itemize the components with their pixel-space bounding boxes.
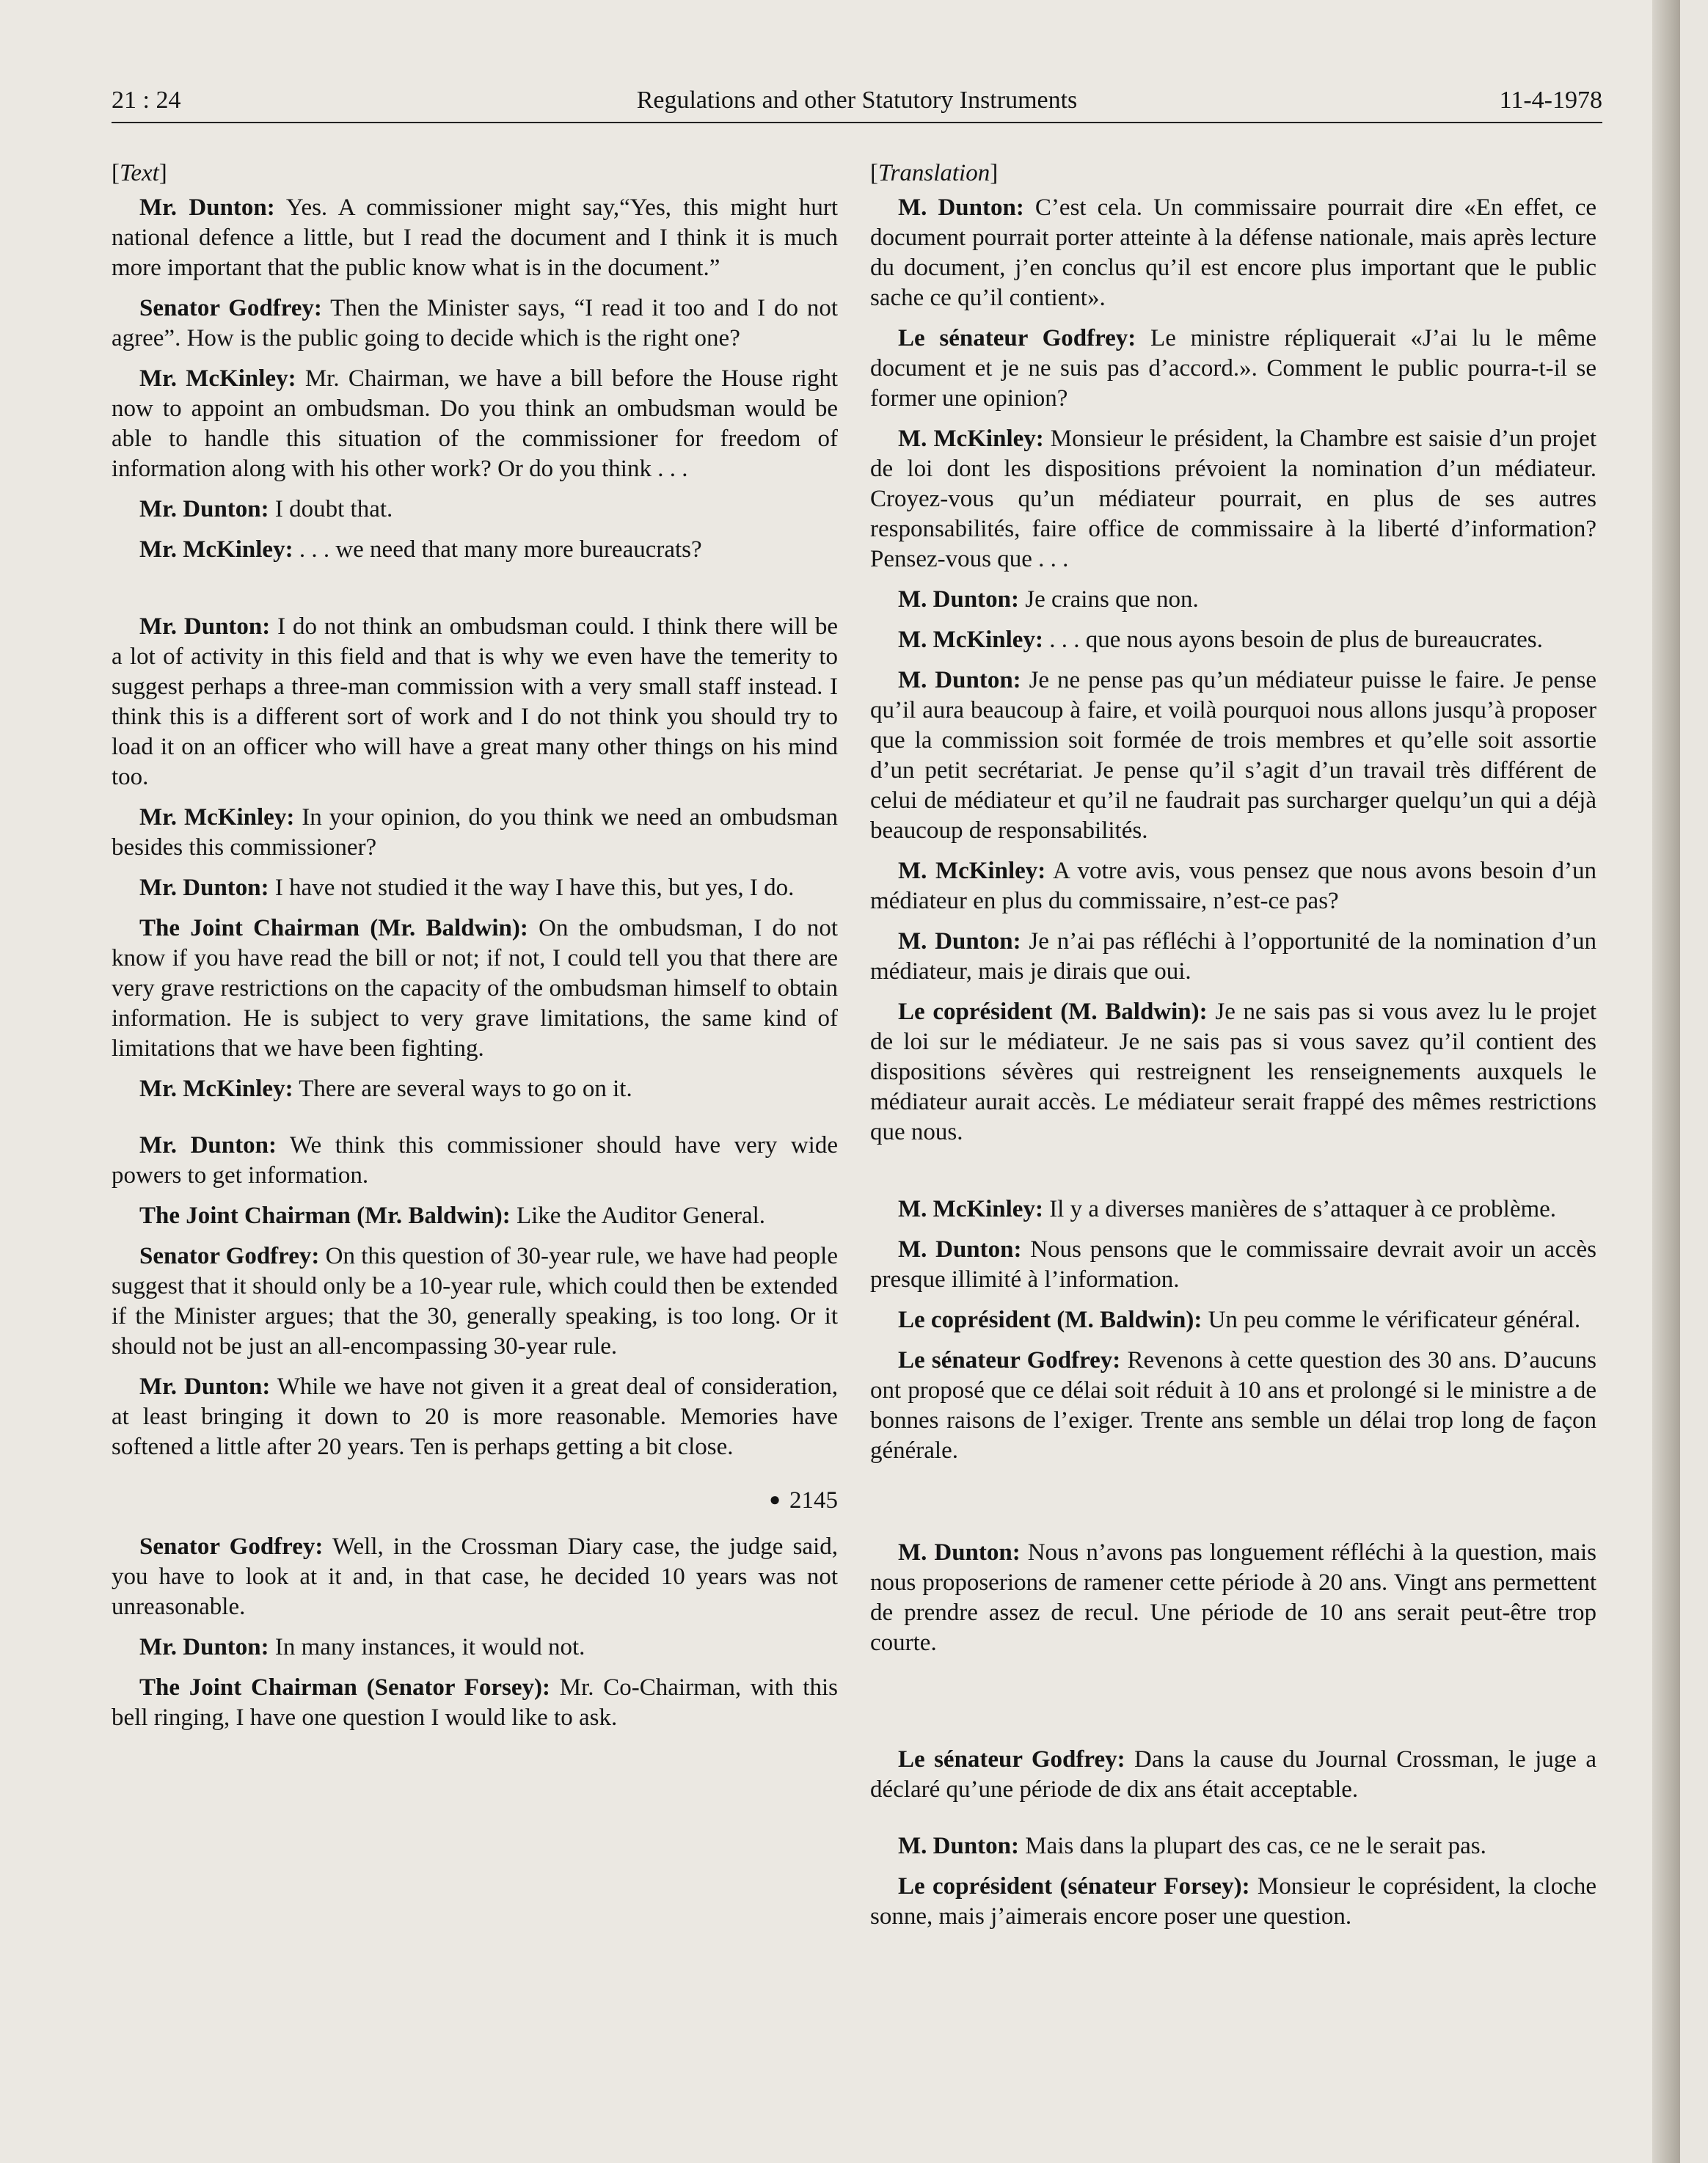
speech: . . . we need that many more bureaucrats? [293, 536, 702, 563]
speech: In your opinion, do you think we need an ombudsman besides this commissioner? [112, 804, 838, 861]
speech: Le ministre répliquerait «J’ai lu le même document et je ne suis pas d’accord.». Comment le public pourra-t-il se former une opinion? [870, 325, 1596, 412]
header-rule [112, 122, 1602, 123]
speech-paragraph [870, 1538, 1596, 1658]
speech-paragraph [112, 1633, 838, 1663]
speech-paragraph [112, 1131, 838, 1191]
speech: In many instances, it would not. [269, 1634, 585, 1660]
speaker: M. Dunton: [898, 586, 1020, 613]
speech: Like the Auditor General. [510, 1203, 766, 1229]
speaker: Senator Godfrey: [139, 1243, 320, 1269]
french-column [870, 158, 1596, 1942]
speech-paragraph [870, 856, 1596, 916]
speaker: M. Dunton: [898, 194, 1024, 221]
speech-paragraph [870, 1745, 1596, 1805]
text-tag: [Text] [112, 160, 167, 186]
speech-paragraph [112, 1532, 838, 1622]
speaker: Mr. Dunton: [139, 1132, 277, 1159]
speaker: M. Dunton: [898, 1236, 1022, 1263]
speech: On the ombudsman, I do not know if you have read the bill or not; if not, I could tell you that there are very grave restrictions on the capacity of the ombudsman himself to obtain information. He is subject to very grave limitations, the same kind of limitations that we have been fighting. [112, 915, 838, 1062]
running-title: Regulations and other Statutory Instruments [636, 87, 1078, 114]
speaker: Senator Godfrey: [139, 295, 322, 321]
speech-paragraph [112, 1241, 838, 1362]
speaker: M. Dunton: [898, 928, 1021, 955]
bullet-icon: ● [769, 1489, 781, 1510]
speech-paragraph [870, 1194, 1596, 1225]
speaker: The Joint Chairman (Mr. Baldwin): [139, 915, 528, 941]
speech: Je crains que non. [1019, 586, 1199, 613]
speech-paragraph [870, 927, 1596, 987]
speaker: Senator Godfrey: [139, 1533, 324, 1560]
speech: C’est cela. Un commissaire pourrait dire «En effet, ce document pourrait porter atteinte à la défense nationale, mais après lecture du document, j’en conclus qu’il est encore plus important que le public sache ce qu’il contient». [870, 194, 1596, 311]
page-edge [1652, 0, 1680, 2163]
speech: Mais dans la plupart des cas, ce ne le serait pas. [1019, 1833, 1486, 1859]
translation-tag: [Translation] [870, 160, 999, 186]
speech-paragraph [870, 1305, 1596, 1335]
speech-paragraph [112, 495, 838, 525]
speaker: Mr. Dunton: [139, 875, 269, 901]
speech-paragraph [870, 1831, 1596, 1861]
speaker: Mr. Dunton: [139, 496, 269, 522]
speech-paragraph [112, 803, 838, 863]
speaker: Le coprésident (M. Baldwin): [898, 999, 1208, 1025]
speech-paragraph [870, 424, 1596, 575]
speaker: Le sénateur Godfrey: [898, 1347, 1121, 1374]
speaker: M. Dunton: [898, 667, 1021, 693]
speech-paragraph [112, 873, 838, 903]
speech-paragraph [112, 612, 838, 792]
speech-paragraph [112, 1201, 838, 1231]
page-number: 21 : 24 [112, 87, 181, 114]
speaker: M. Dunton: [898, 1539, 1021, 1566]
speech: I do not think an ombudsman could. I think there will be a lot of activity in this field and that is why we even have the temerity to suggest perhaps a three-man commission with a very small staff instead. I think this is a different sort of work and I do not think you should try to load it on an officer who will have a great many other things on his mind too. [112, 613, 839, 790]
speech: Mr. Co-Chairman, with this bell ringing, I have one question I would like to ask. [112, 1674, 838, 1731]
speech: There are several ways to go on it. [293, 1076, 632, 1102]
speech-paragraph [870, 324, 1596, 414]
speech-paragraph [112, 193, 838, 283]
time-marker: ● 2145 [769, 1487, 838, 1514]
speaker: Mr. McKinley: [139, 1076, 293, 1102]
speech-paragraph [112, 1372, 838, 1462]
speech: Monsieur le président, la Chambre est saisie d’un projet de loi dont les dispositions prévoient la nomination d’un médiateur. Croyez-vous qu’un médiateur pourrait, en plus de ses autres responsabilités, faire office de commissaire à la liberté d’information? Pensez-vous que . . . [870, 426, 1597, 572]
speech-paragraph [112, 293, 838, 354]
speech-paragraph [870, 997, 1596, 1148]
header-date: 11-4-1978 [1499, 87, 1602, 114]
speech: Je ne sais pas si vous avez lu le projet de loi sur le médiateur. Je ne sais pas si vous savez qu’il contient des dispositions sévères qui restreignent les renseignements auxquels le médiateur aurait accès. Le médiateur serait frappé des mêmes restrictions que nous. [870, 999, 1596, 1145]
speech-paragraph [112, 535, 838, 565]
speaker: Mr. Dunton: [139, 1634, 269, 1660]
speech-paragraph [112, 913, 838, 1064]
speech: On this question of 30-year rule, we have had people suggest that it should only be a 10-year rule, which could then be extended if the Minister argues; that the 30, generally speaking, is too long. Or it should not be just an all-encompassing 30-year rule. [112, 1243, 838, 1360]
speech: Yes. A commissioner might say,“Yes, this might hurt national defence a little, but I read the document and I think it is much more important that the public know what is in the document.” [112, 194, 838, 281]
speech-paragraph [870, 1235, 1596, 1295]
speech: Then the Minister says, “I read it too and I do not agree”. How is the public going to decide which is the right one? [112, 295, 838, 351]
speech: Je n’ai pas réfléchi à l’opportunité de la nomination d’un médiateur, mais je dirais que oui. [870, 928, 1596, 985]
speaker: M. Dunton: [898, 1833, 1020, 1859]
speech-paragraph [870, 585, 1596, 615]
speech-paragraph [870, 1872, 1596, 1932]
speech: Mr. Chairman, we have a bill before the House right now to appoint an ombudsman. Do you think an ombudsman would be able to handle this situation of the commissioner for freedom of information along with his other work? Or do you think . . . [112, 365, 838, 482]
speech-paragraph [112, 364, 838, 484]
speaker: Mr. McKinley: [139, 804, 295, 831]
speaker: The Joint Chairman (Senator Forsey): [139, 1674, 551, 1701]
speech: I have not studied it the way I have this, but yes, I do. [269, 875, 795, 901]
speech: Well, in the Crossman Diary case, the judge said, you have to look at it and, in that case, he decided 10 years was not unreasonable. [112, 1533, 838, 1620]
speaker: M. McKinley: [898, 1196, 1043, 1222]
speaker: Mr. McKinley: [139, 365, 296, 392]
speaker: Le coprésident (M. Baldwin): [898, 1307, 1202, 1333]
speech: Il y a diverses manières de s’attaquer à ce problème. [1043, 1196, 1557, 1222]
speech: Monsieur le coprésident, la cloche sonne, mais j’aimerais encore poser une question. [870, 1873, 1596, 1930]
speaker: Mr. Dunton: [139, 613, 271, 640]
speech-paragraph [112, 1673, 838, 1733]
speech: We think this commissioner should have very wide powers to get information. [112, 1132, 838, 1189]
speech-paragraph [870, 193, 1596, 313]
running-header [112, 84, 1602, 128]
speaker: M. McKinley: [898, 426, 1044, 452]
speech: A votre avis, vous pensez que nous avons besoin d’un médiateur en plus du commissaire, n’est-ce pas? [870, 858, 1596, 914]
speech: . . . que nous ayons besoin de plus de bureaucrates. [1043, 627, 1543, 653]
speech: I doubt that. [269, 496, 393, 522]
speech: While we have not given it a great deal of consideration, at least bringing it down to 20 is more reasonable. Memories have softened a little after 20 years. Ten is perhaps getting a bit close. [112, 1374, 838, 1460]
speech: Dans la cause du Journal Crossman, le juge a déclaré qu’une période de dix ans était acceptable. [870, 1746, 1596, 1803]
speech: Nous n’avons pas longuement réfléchi à la question, mais nous proposerions de ramener cette période à 20 ans. Vingt ans permettent de prendre assez de recul. Une période de 10 ans serait peut-être trop courte. [870, 1539, 1596, 1656]
speech: Nous pensons que le commissaire devrait avoir un accès presque illimité à l’information. [870, 1236, 1596, 1293]
speech: Un peu comme le vérificateur général. [1202, 1307, 1581, 1333]
speech: Je ne pense pas qu’un médiateur puisse le faire. Je pense qu’il aura beaucoup à faire, et voilà pourquoi nous allons jusqu’à proposer que la commission soit formée de trois membres et qu’elle soit assortie d’un petit secrétariat. Je pense qu’il s’agit d’un travail très différent de celui de médiateur et qu’il ne faudrait pas surcharger quelqu’un qui a déjà beaucoup de responsabilités. [870, 667, 1596, 844]
speaker: M. McKinley: [898, 858, 1046, 884]
speech-paragraph [112, 1074, 838, 1104]
speech-paragraph [870, 665, 1596, 846]
speaker: Le sénateur Godfrey: [898, 325, 1136, 351]
speech-paragraph [870, 1346, 1596, 1466]
speaker: Le coprésident (sénateur Forsey): [898, 1873, 1250, 1900]
speaker: Mr. McKinley: [139, 536, 293, 563]
speaker: M. McKinley: [898, 627, 1043, 653]
speaker: Le sénateur Godfrey: [898, 1746, 1125, 1773]
speaker: Mr. Dunton: [139, 1374, 271, 1400]
english-column [112, 158, 838, 1743]
speech-paragraph [870, 625, 1596, 655]
speech: Revenons à cette question des 30 ans. D’aucuns ont proposé que ce délai soit réduit à 10 ans et prolongé si le ministre a de bonnes raisons de l’exiger. Trente ans semble un délai trop long de façon générale. [870, 1347, 1596, 1464]
speaker: The Joint Chairman (Mr. Baldwin): [139, 1203, 511, 1229]
speaker: Mr. Dunton: [139, 194, 275, 221]
